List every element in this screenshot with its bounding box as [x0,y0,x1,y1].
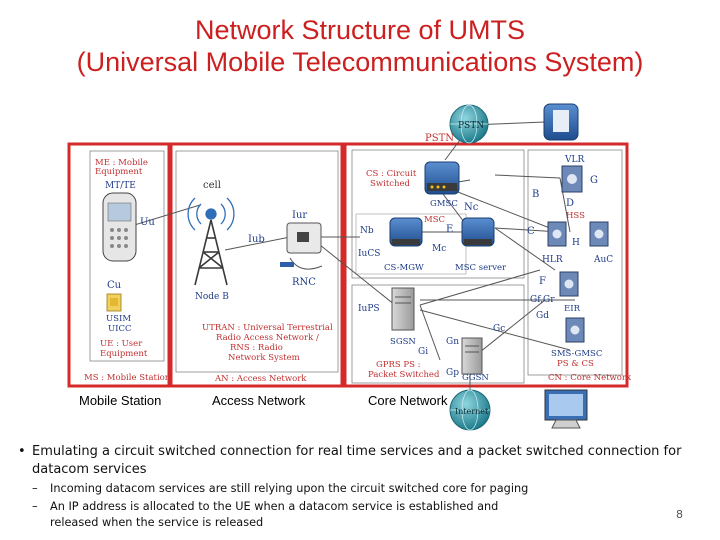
cn-gmsc-label: GMSC [430,199,458,209]
ms-mt-te: MT/TE [105,181,136,191]
ms-uu-label: Uu [140,217,155,228]
cn-auc-label: AuC [594,255,614,265]
mobile-phone-icon [103,193,136,261]
page-title-line2: (Universal Mobile Telecommunications System) [76,47,644,77]
sim-card-icon [107,294,121,311]
cn-gc-label: Gc [493,324,506,334]
an-iur-label: Iur [292,210,308,221]
cn-gprs-line1: GPRS PS : [376,360,421,370]
cn-gprs-line2: Packet Switched [368,370,440,380]
ms-uicc-label: UICC [108,324,132,334]
msc-server-switch-icon [462,218,494,246]
cn-hss-label: HSS [566,211,585,221]
cs-mgw-switch-icon [390,218,422,246]
ms-me-line2: Equipment [95,167,143,177]
cn-sgsn-label: SGSN [390,337,416,347]
ms-me-line1: ME : Mobile [95,158,148,168]
an-footer-label: AN : Access Network [215,374,307,384]
an-iub-label: Iub [248,234,265,245]
cn-gf-gr-label: Gf,Gr [530,295,555,305]
ms-cu-label: Cu [107,280,122,291]
cn-iucs-label: IuCS [358,249,381,259]
cn-eir-label: EIR [564,304,580,314]
cn-cs-line2: Switched [370,179,410,189]
cn-g-label: G [590,175,598,186]
cn-cs-line1: CS : Circuit [366,169,417,179]
bullet-sub1-dash: – [32,482,38,495]
cn-nc-label: Nc [464,202,479,213]
bullet-main: • Emulating a circuit switched connection for real time services and a packet switched connection for datacom services [18,443,698,479]
ms-usim-label: USIM [106,314,132,324]
cn-gn-label: Gn [446,337,459,347]
node-b-tower-icon [195,220,227,285]
cn-cs-mgw-label: CS-MGW [384,263,424,273]
auc-database-icon [590,222,608,246]
rnc-device-icon [280,223,322,269]
hss-database-icon [548,222,566,246]
an-utran-line1: UTRAN : Universal Terrestrial [202,323,333,333]
an-node-b-label: Node B [195,292,229,302]
telephone-icon [544,104,578,140]
cn-gi-mid-label: Gi [418,347,429,357]
cn-e-label: E [446,224,454,235]
bullet-sub2 [18,499,520,531]
radio-waves-icon [188,198,234,230]
bullet-list [18,443,698,531]
cn-b-label: B [532,189,540,200]
cn-hlr-label: HLR [542,255,563,265]
cn-msc-server-label: MSC server [455,263,507,273]
bullet-sub1 [18,481,698,497]
cn-footer-label: CN : Core Network [548,373,632,383]
vlr-database-icon [562,166,582,192]
ms-ue-line1: UE : User [100,339,143,349]
eir-database-icon [560,272,578,296]
core-network-caption: Core Network [368,393,448,408]
page-number: 8 [676,508,683,521]
an-cell-label: cell [203,180,221,191]
ggsn-server-icon [462,338,482,374]
sms-gmsc-database-icon [566,318,584,342]
page-title-line1: Network Structure of UMTS [194,15,526,45]
pstn-globe-label: PSTN [458,121,485,131]
cn-vlr-label: VLR [565,155,585,165]
an-utran-line2: Radio Access Network / [216,333,319,343]
an-utran-line3: RNS : Radio [230,343,283,353]
bullet-sub2-text: An IP address is allocated to the UE when a datacom service is established and released when the service is released [50,500,499,529]
cn-iups-label: IuPS [358,304,380,314]
cn-d-label: D [566,198,575,209]
bullet-sub2-dash: – [32,500,38,513]
an-rnc-label: RNC [292,277,316,288]
cn-msc-label: MSC [424,215,446,225]
cn-sms-gmsc-line2: PS & CS [557,359,594,369]
cn-mc-label: Mc [432,244,447,254]
cn-nb-label: Nb [360,226,374,236]
cn-h-label: H [572,238,580,248]
cn-gd-label: Gd [536,311,549,321]
ms-ue-line2: Equipment [100,349,148,359]
internet-label: Internet [455,407,489,416]
cn-ggsn-label: GGSN [462,373,489,383]
bullet-sub1-text: Incoming datacom services are still relying upon the circuit switched core for paging [50,482,529,495]
cn-sms-gmsc-line1: SMS-GMSC [551,349,603,359]
sgsn-server-icon [392,288,414,330]
ms-footer-label: MS : Mobile Station [84,373,171,383]
cn-gp-label: Gp [446,368,459,378]
an-utran-line4: Network System [228,353,300,363]
access-network-caption: Access Network [212,393,306,408]
mobile-station-caption: Mobile Station [79,393,162,408]
pstn-label: PSTN [425,133,454,144]
cn-f-label: F [539,276,546,287]
cn-c-label: C [527,226,535,237]
gmsc-switch-icon [425,162,459,194]
computer-monitor-icon [545,390,587,428]
